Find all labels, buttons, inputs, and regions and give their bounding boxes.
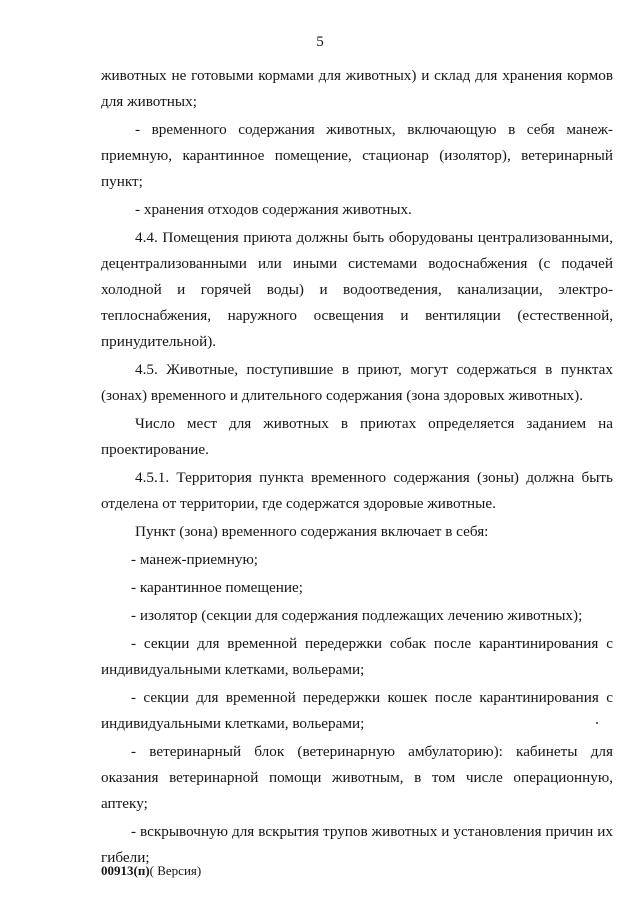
list-item-cat-sections: - секции для временной передержки кошек после карантинирования с индивидуальными клетками, вольерами;	[101, 689, 613, 732]
list-item-dog-sections: - секции для временной передержки собак после карантинирования с индивидуальными клетками, вольерами;	[101, 635, 613, 678]
document-version: ( Версия)	[149, 863, 202, 878]
document-footer	[101, 863, 201, 879]
list-item-vet-block: - ветеринарный блок (ветеринарную амбулаторию): кабинеты для оказания ветеринарной помощи животным, в том числе операционную, аптеку;	[101, 743, 613, 812]
paragraph-continuation: животных не готовыми кормами для животных) и склад для хранения кормов для животных;	[101, 67, 613, 110]
list-item-quarantine: - карантинное помещение;	[131, 579, 303, 596]
list-item-reception: - манеж-приемную;	[131, 551, 259, 568]
paragraph-4-5-1: 4.5.1. Территория пункта временного содержания (зоны) должна быть отделена от территории, где содержатся здоровые животные.	[101, 469, 613, 512]
list-item-temporary-keeping: - временного содержания животных, включающую в себя манеж-приемную, карантинное помещение, стационар (изолятор), ветеринарный пункт;	[101, 121, 613, 190]
document-body	[101, 63, 613, 873]
page-number: 5	[316, 34, 324, 50]
list-item-waste-storage: - хранения отходов содержания животных.	[135, 201, 412, 218]
paragraph-capacity: Число мест для животных в приютах определяется заданием на проектирование.	[101, 415, 613, 458]
paragraph-4-5: 4.5. Животные, поступившие в приют, могут содержаться в пунктах (зонах) временного и длительного содержания (зона здоровых животных).	[101, 361, 613, 404]
document-code: 00913(п)	[101, 863, 150, 878]
scan-speck	[596, 722, 598, 724]
list-item-autopsy-room: - вскрывочную для вскрытия трупов животных и установления причин их гибели;	[101, 823, 613, 866]
paragraph-4-4: 4.4. Помещения приюта должны быть оборудованы централизованными, децентрализованными или иными системами водоснабжения (с подачей холодной и горячей воды) и водоотведения, канализации, электро-теплоснабжения, наружного освещения и вентиляции (естественной, принудительной).	[101, 229, 613, 350]
paragraph-zone-includes: Пункт (зона) временного содержания включает в себя:	[135, 523, 489, 540]
list-item-isolator: - изолятор (секции для содержания подлежащих лечению животных);	[131, 607, 583, 624]
